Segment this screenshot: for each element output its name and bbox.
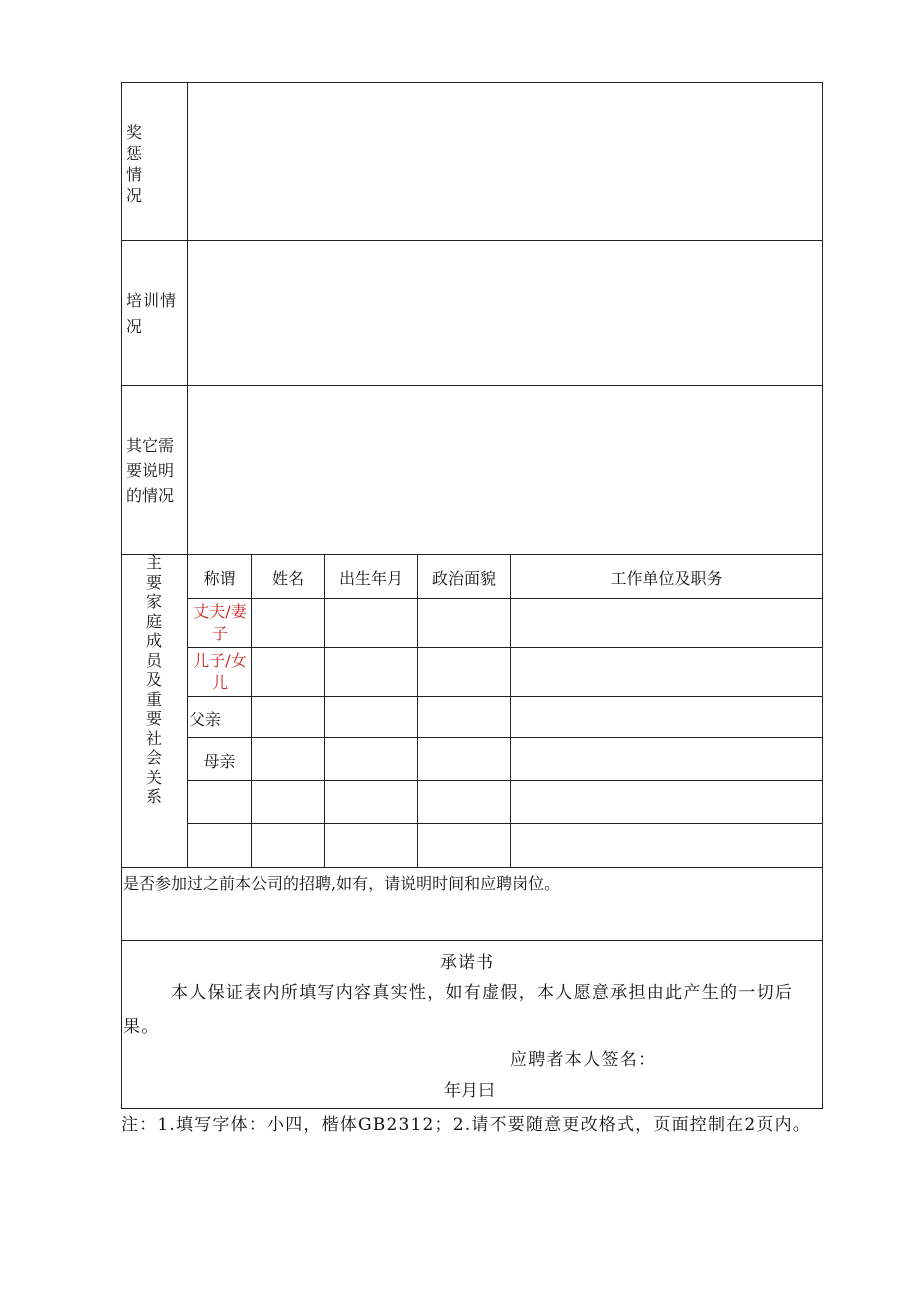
signature-label: 应聘者本人签名：: [510, 1050, 657, 1070]
training-label: 培训情况: [126, 291, 178, 336]
header-birth-date: 出生年月: [338, 569, 403, 588]
relation-mother: 母亲: [203, 752, 236, 771]
format-note: 注：1.填写字体：小四，楷体GB2312；2.请不要随意更改格式，页面控制在2页内。: [121, 1115, 811, 1135]
awards-content-area[interactable]: [188, 83, 822, 240]
pledge-title: 承诺书: [440, 953, 494, 973]
relation-child: 儿子/女儿: [193, 651, 247, 692]
date-label: 年月曰: [444, 1081, 495, 1101]
header-employer-position: 工作单位及职务: [610, 569, 723, 588]
header-political-status: 政治面貌: [431, 569, 496, 588]
family-relations-label: 主要家庭成员及重要社会关系: [145, 553, 162, 806]
relation-father: 父亲: [189, 710, 222, 729]
awards-label: 奖惩情况: [126, 123, 143, 205]
other-info-label: 其它需要说明的情况: [126, 436, 175, 505]
header-name: 姓名: [271, 569, 304, 588]
other-info-content-area[interactable]: [188, 386, 822, 554]
relation-spouse: 丈夫/妻子: [193, 602, 247, 643]
training-content-area[interactable]: [188, 241, 822, 385]
pledge-body: 本人保证表内所填写内容真实性，如有虚假，本人愿意承担由此产生的一切后果。: [123, 983, 794, 1037]
previous-application-text: 是否参加过之前本公司的招聘,如有，请说明时间和应聘岗位。: [123, 874, 561, 893]
header-relation: 称谓: [203, 569, 236, 588]
